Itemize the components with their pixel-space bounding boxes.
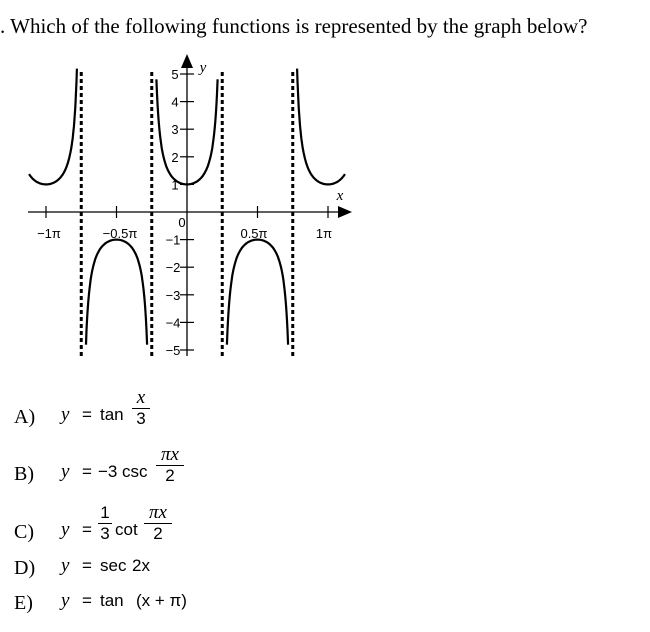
numerator: πx	[161, 444, 179, 465]
choice-b[interactable]	[14, 444, 614, 493]
choice-letter: A)	[14, 406, 36, 428]
func-name: cot	[115, 520, 138, 539]
coefficient-fraction	[98, 503, 112, 544]
x-tick-label: −1π	[37, 226, 61, 241]
equals: =	[82, 591, 92, 610]
y-tick-label: 3	[171, 122, 179, 138]
curve-branch-right-up	[297, 69, 345, 185]
choice-letter: D)	[14, 557, 36, 579]
curve-branch-right-down	[227, 240, 288, 345]
y-tick-label: −3	[165, 287, 181, 303]
argument-fraction	[144, 503, 172, 544]
choice-c[interactable]	[14, 502, 614, 551]
numerator: x	[136, 387, 146, 408]
var-y: y	[61, 519, 70, 540]
numerator: πx	[149, 502, 167, 523]
choice-a[interactable]	[14, 387, 614, 436]
var-y: y	[61, 555, 70, 576]
var-y: y	[61, 404, 70, 425]
y-tick-label: −1	[165, 232, 181, 248]
equals: =	[82, 556, 92, 575]
choice-letter: C)	[14, 521, 34, 543]
argument-fraction	[156, 445, 184, 486]
numerator: 1	[100, 503, 110, 522]
y-tick-label: 2	[171, 149, 179, 165]
x-axis-arrow	[338, 206, 352, 218]
choice-e[interactable]	[14, 592, 614, 632]
equals: =	[82, 462, 92, 481]
denominator: 2	[165, 466, 175, 485]
x-axis-label: x	[336, 188, 344, 204]
coefficient: −3	[98, 462, 118, 481]
x-tick-label: 0.5π	[240, 226, 268, 241]
var-y: y	[61, 461, 70, 482]
equals: =	[82, 520, 92, 539]
func-name: sec	[100, 556, 127, 575]
func-name: tan	[100, 405, 124, 424]
argument-fraction	[132, 388, 150, 429]
equals: =	[82, 405, 92, 424]
choice-letter: E)	[14, 592, 33, 614]
choice-letter: B)	[14, 463, 34, 485]
argument: 2x	[132, 556, 150, 575]
curve-branch-left-up	[29, 69, 77, 185]
curve-branch-left-down	[86, 240, 147, 345]
y-tick-label: 5	[171, 67, 179, 82]
y-axis-label: y	[199, 60, 207, 76]
argument: (x + π)	[136, 591, 187, 610]
y-tick-label: −4	[165, 315, 181, 331]
func-name: tan	[100, 591, 124, 610]
y-tick-label: −5	[165, 343, 181, 358]
y-tick-label: 4	[171, 94, 179, 110]
question-text: . Which of the following functions is represented by the graph below?	[0, 14, 588, 38]
y-axis-arrow	[181, 54, 193, 68]
func-name: csc	[122, 462, 148, 481]
y-tick-label: −2	[165, 260, 181, 276]
denominator: 3	[136, 409, 146, 428]
x-tick-label: −0.5π	[102, 226, 138, 241]
denominator: 3	[100, 524, 110, 543]
var-y: y	[61, 590, 70, 611]
y-tick-label: 1	[171, 177, 179, 193]
x-tick-label: 0	[178, 215, 186, 230]
x-tick-label: 1π	[315, 226, 333, 241]
denominator: 2	[153, 524, 163, 543]
